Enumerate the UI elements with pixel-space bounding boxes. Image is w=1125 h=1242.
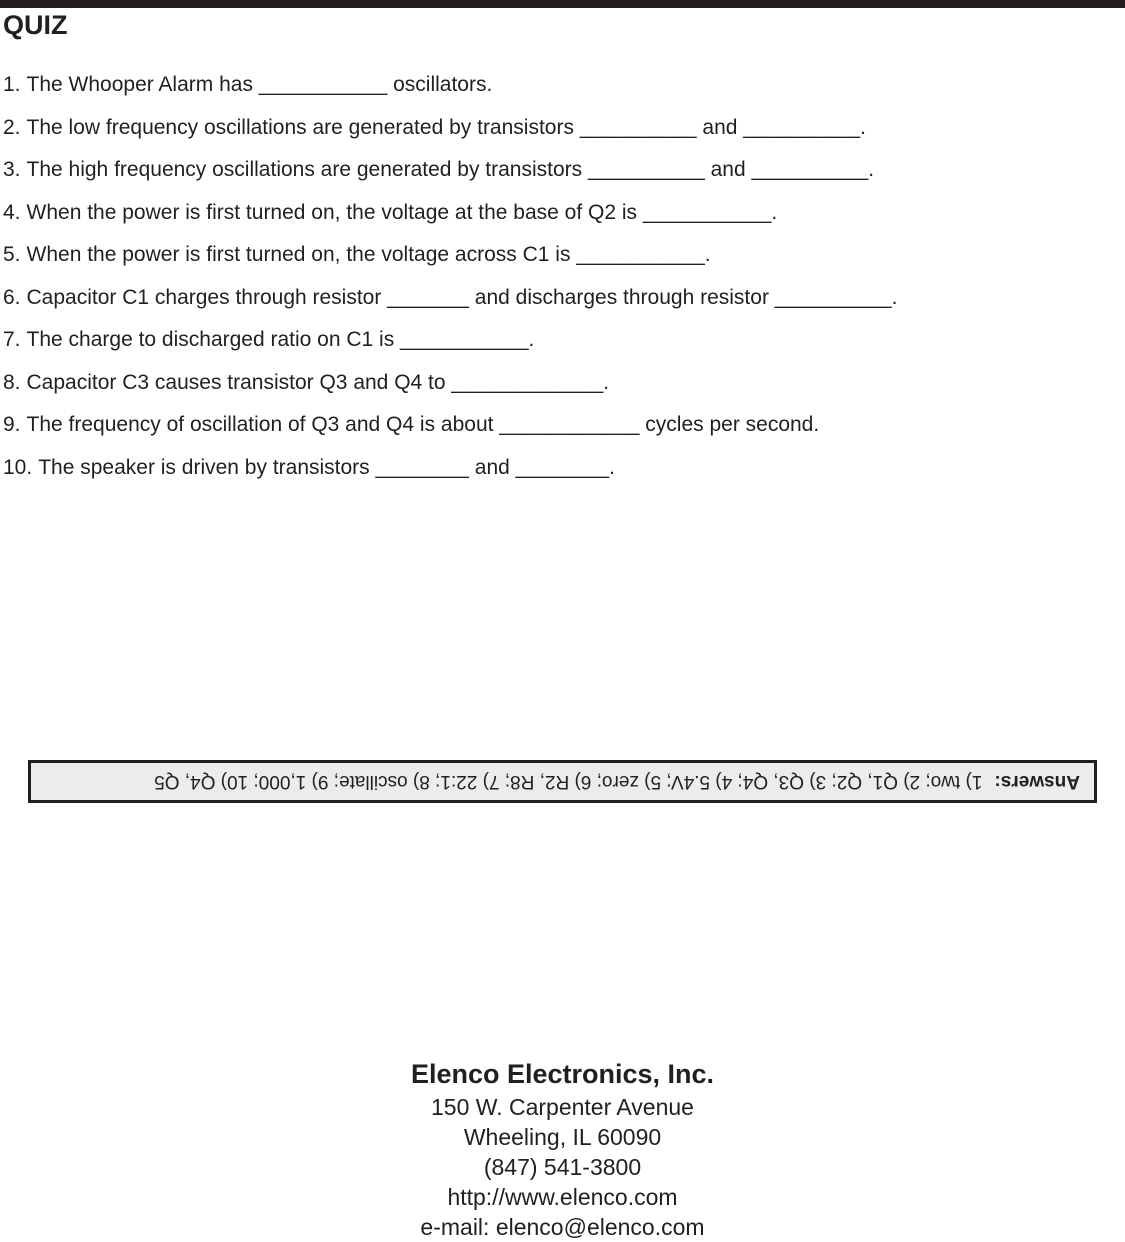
company-city: Wheeling, IL 60090	[463, 1124, 662, 1150]
question-text: The speaker is driven by transistors ________ and ________.	[38, 455, 615, 479]
question-7	[3, 326, 897, 369]
answers-upside-down	[31, 763, 1094, 800]
top-rule	[0, 0, 1125, 8]
question-text: When the power is first turned on, the voltage at the base of Q2 is ___________.	[26, 200, 778, 224]
question-number: 7.	[3, 328, 21, 351]
question-text: Capacitor C3 causes transistor Q3 and Q4 to _____________.	[26, 370, 610, 394]
question-number: 5.	[3, 243, 21, 266]
question-number: 4.	[3, 200, 21, 224]
question-4	[3, 199, 897, 242]
company-name: Elenco Electronics, Inc.	[410, 1059, 715, 1089]
question-number: 2.	[3, 115, 21, 139]
company-website: http://www.elenco.com	[447, 1184, 678, 1210]
company-email: e-mail: elenco@elenco.com	[420, 1214, 705, 1240]
question-3	[3, 156, 897, 199]
company-phone: (847) 541-3800	[483, 1154, 642, 1180]
question-number: 10.	[3, 455, 33, 479]
question-text: When the power is first turned on, the voltage across C1 is ___________.	[26, 243, 711, 266]
question-number: 9.	[3, 413, 21, 436]
question-6	[3, 284, 897, 327]
question-text: The low frequency oscillations are generated by transistors __________ and __________.	[26, 115, 866, 139]
answers-label: Answers:	[994, 771, 1080, 793]
question-10	[3, 454, 897, 497]
question-9	[3, 411, 897, 454]
company-address: 150 W. Carpenter Avenue	[431, 1094, 694, 1120]
answers-box	[28, 760, 1097, 803]
question-text: The Whooper Alarm has ___________ oscillators.	[26, 73, 493, 96]
question-text: The charge to discharged ratio on C1 is ___________.	[26, 328, 535, 351]
question-2	[3, 114, 897, 157]
question-text: The frequency of oscillation of Q3 and Q4 is about ____________ cycles per second.	[26, 413, 820, 436]
question-8	[3, 369, 897, 412]
question-number: 6.	[3, 285, 21, 309]
answers-text: 1) two; 2) Q1, Q2; 3) Q3, Q4; 4) 5.4V; 5) zero; 6) R2, R8; 7) 22:1; 8) oscillate; 9) 1,000; 10) Q4, Q5	[154, 771, 983, 793]
question-list	[3, 71, 897, 496]
question-number: 8.	[3, 370, 21, 394]
company-footer	[0, 1056, 1125, 1242]
question-number: 1.	[3, 73, 21, 96]
question-number: 3.	[3, 158, 21, 181]
page-title: QUIZ	[3, 10, 68, 40]
question-1	[3, 71, 897, 114]
question-5	[3, 241, 897, 284]
question-text: Capacitor C1 charges through resistor _______ and discharges through resistor __________.	[26, 285, 898, 309]
question-text: The high frequency oscillations are generated by transistors __________ and __________.	[26, 158, 875, 181]
